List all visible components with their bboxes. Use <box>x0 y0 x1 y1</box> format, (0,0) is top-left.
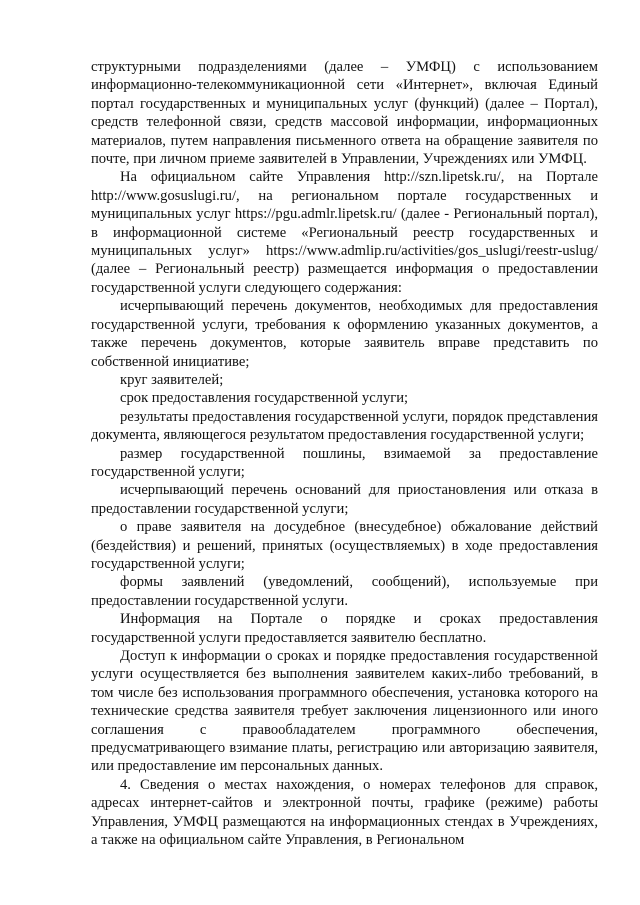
list-item-refusal-grounds: исчерпывающий перечень оснований для приостановления или отказа в предоставлении государственной услуги; <box>91 482 598 517</box>
paragraph-continuation: структурными подразделениями (далее – УМФЦ) с использованием информационно-телекоммуникационной сети «Интернет», включая Единый портал государственных и муниципальных услуг (функций) (далее – Портал), средств телефонной связи, средств массовой информации, информационных материалов, путем направления письменного ответа на обращение заявителя по почте, при личном приеме заявителей в Управлении, Учреждениях или УМФЦ. <box>91 59 598 168</box>
list-item-applicants: круг заявителей; <box>120 371 224 388</box>
list-item-term: срок предоставления государственной услуги; <box>120 390 409 407</box>
paragraph-official-sites: На официальном сайте Управления http://szn.lipetsk.ru/, на Портале http://www.gosuslugi.ru/, на региональном портале государственных и муниципальных услуг https://pgu.admlr.lipetsk.ru/ (далее - Региональный портал), в информационной системе «Региональный реестр государственных и муниципальных услуг» https://www.admlip.ru/activities/gos_uslugi/reestr-uslug/ (далее – Региональный реестр) размещается информация о предоставлении государственной услуги следующего содержания: <box>91 169 598 296</box>
paragraph-free-info: Информация на Портале о порядке и сроках предоставления государственной услуги предоставляется заявителю бесплатно. <box>91 611 598 646</box>
list-item-documents: исчерпывающий перечень документов, необходимых для предоставления государственной услуги, требования к оформлению указанных документов, а также перечень документов, которые заявитель вправе представить по собственной инициативе; <box>91 298 598 370</box>
document-body <box>91 58 598 849</box>
list-item-forms: формы заявлений (уведомлений, сообщений), используемые при предоставлении государственной услуги. <box>91 574 598 609</box>
list-item-fee: размер государственной пошлины, взимаемой за предоставление государственной услуги; <box>91 445 598 480</box>
list-item-results: результаты предоставления государственной услуги, порядок представления документа, являющегося результатом предоставления государственной услуги; <box>91 408 598 444</box>
list-item-appeal-right: о праве заявителя на досудебное (внесудебное) обжалование действий (бездействия) и решений, принятых (осуществляемых) в ходе предоставления государственной услуги; <box>91 519 598 572</box>
paragraph-section-4: 4. Сведения о местах нахождения, о номерах телефонов для справок, адресах интернет-сайтов и электронной почты, графике (режиме) работы Управления, УМФЦ размещаются на информационных стендах в Учреждениях, а также на официальном сайте Управления, в Региональном <box>91 776 598 849</box>
paragraph-access: Доступ к информации о сроках и порядке предоставления государственной услуги осуществляется без выполнения заявителем каких-либо требований, в том числе без использования программного обеспечения, установка которого на технические средства заявителя требует заключения лицензионного или иного соглашения с правообладателем программного обеспечения, предусматривающего взимание платы, регистрацию или авторизацию заявителя, или предоставление им персональных данных. <box>91 648 598 775</box>
